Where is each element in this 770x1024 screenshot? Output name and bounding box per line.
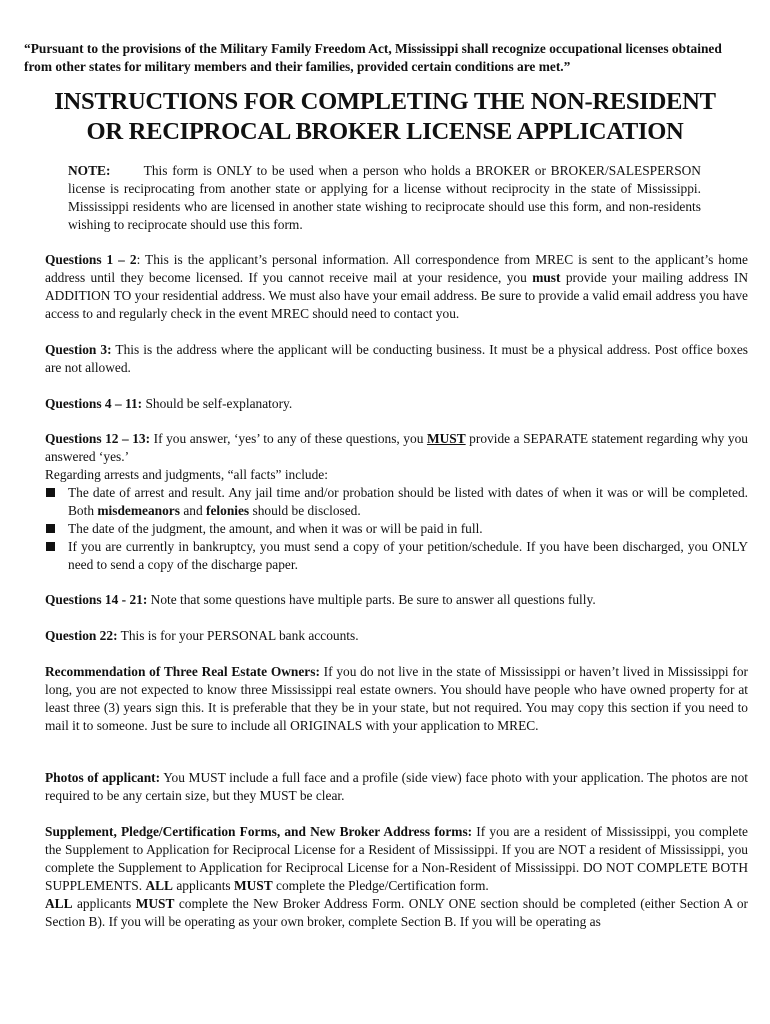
question-3-paragraph: Question 3: This is the address where the applicant will be conducting business. It must be a physical address. Post office boxes are not allowed. (45, 342, 748, 375)
recommendation-paragraph: Recommendation of Three Real Estate Owners: If you do not live in the state of Mississippi or haven’t lived in Mississippi for long, you are not expected to know three Mississippi real estate owners. You should have people who have owned property for at least three (3) years sign this. It is preferable that they be in your state, but not required. You may copy this section if you need to mail it to someone. Just be sure to include all ORIGINALS with your application to MREC. (45, 664, 748, 733)
question-22-paragraph: Question 22: This is for your PERSONAL bank accounts. (45, 628, 359, 643)
square-bullet-icon (46, 488, 55, 497)
page-title (14, 87, 756, 147)
supplement-paragraph: Supplement, Pledge/Certification Forms, and New Broker Address forms: If you are a resident of Mississippi, you complete the Supplement to Application for Reciprocal License for a Resident of Mississippi. If you are NOT a resident of Mississippi, you complete the Supplement to Application for Reciprocal License for a Non-Resident of Mississippi. DO NOT COMPLETE BOTH SUPPLEMENTS. ALL applicants MUST complete the Pledge/Certification form. ALL applicants MUST complete the New Broker Address Form. ONLY ONE section should be completed (either Section A or Section B). If you will be operating as your own broker, complete Section B. If you will be operating as (45, 824, 749, 929)
questions-4-11-paragraph: Questions 4 – 11: Should be self-explanatory. (45, 396, 293, 411)
military-act-statement: “Pursuant to the provisions of the Military Family Freedom Act, Mississippi shall recognize occupational licenses obtained from other states for military members and their families, provided certain conditions are met.” (24, 41, 722, 74)
list-item: If you are currently in bankruptcy, you must send a copy of your petition/schedule. If you have been discharged, you ONLY need to send a copy of the discharge paper. (45, 538, 748, 574)
question-22-label: Question 22: (45, 628, 118, 643)
note-label: NOTE: (68, 163, 111, 178)
questions-12-13-paragraph: Questions 12 – 13: If you answer, ‘yes’ to any of these questions, you MUST provide a SEPARATE statement regarding why you answered ‘yes.’ Regarding arrests and judgments, “all facts” include: The date of arrest and result. Any jail time and/or probation should be listed with dates of when it was or will be completed. Both misdemeanors and felonies should be disclosed. The date of the judgment, the amount, and when it was or will be paid in full. If you are currently in bankruptcy, you must send a copy of your petition/schedule. If you have been discharged, you ONLY need to send a copy of the discharge paper. (45, 431, 748, 572)
questions-14-21-paragraph: Questions 14 - 21: Note that some questions have multiple parts. Be sure to answer all questions fully. (45, 592, 596, 607)
list-item: The date of arrest and result. Any jail time and/or probation should be listed with dates of when it was or will be completed. Both misdemeanors and felonies should be disclosed. (45, 484, 748, 520)
note-paragraph (68, 162, 701, 234)
arrests-intro: Regarding arrests and judgments, “all facts” include: (45, 467, 328, 482)
supplement-label: Supplement, Pledge/Certification Forms, and New Broker Address forms: (45, 824, 473, 839)
questions-4-11-label: Questions 4 – 11: (45, 396, 143, 411)
list-item: The date of the judgment, the amount, and when it was or will be paid in full. (45, 520, 748, 538)
questions-12-13-label: Questions 12 – 13: (45, 431, 151, 446)
title-line-1: INSTRUCTIONS FOR COMPLETING THE NON-RESIDENT (54, 88, 716, 115)
recommendation-label: Recommendation of Three Real Estate Owners: (45, 664, 320, 679)
square-bullet-icon (46, 524, 55, 533)
facts-list (45, 484, 748, 574)
photos-paragraph: Photos of applicant: You MUST include a full face and a profile (side view) face photo with your application. The photos are not required to be any certain size, but they MUST be clear. (45, 770, 748, 803)
questions-1-2-label: Questions 1 – 2 (45, 252, 137, 267)
questions-1-2-paragraph: Questions 1 – 2: This is the applicant’s personal information. All correspondence from MREC is sent to the applicant’s home address until they become licensed. If you cannot receive mail at your residence, you must provide your mailing address IN ADDITION TO your residential address. We must also have your email address. Be sure to provide a valid email address you have access to and regularly check in the event MREC should need to contact you. (45, 252, 749, 321)
note-text: This form is ONLY to be used when a person who holds a BROKER or BROKER/SALESPERSON license is reciprocating from another state or applying for a license without reciprocity in the state of Mississippi. Mississippi residents who are licensed in another state wishing to reciprocate should use this form, and non-residents wishing to reciprocate should use this form. (68, 163, 701, 232)
questions-14-21-label: Questions 14 - 21: (45, 592, 148, 607)
title-line-2: OR RECIPROCAL BROKER LICENSE APPLICATION (86, 118, 684, 145)
question-3-label: Question 3: (45, 342, 112, 357)
photos-label: Photos of applicant: (45, 770, 161, 785)
square-bullet-icon (46, 542, 55, 551)
